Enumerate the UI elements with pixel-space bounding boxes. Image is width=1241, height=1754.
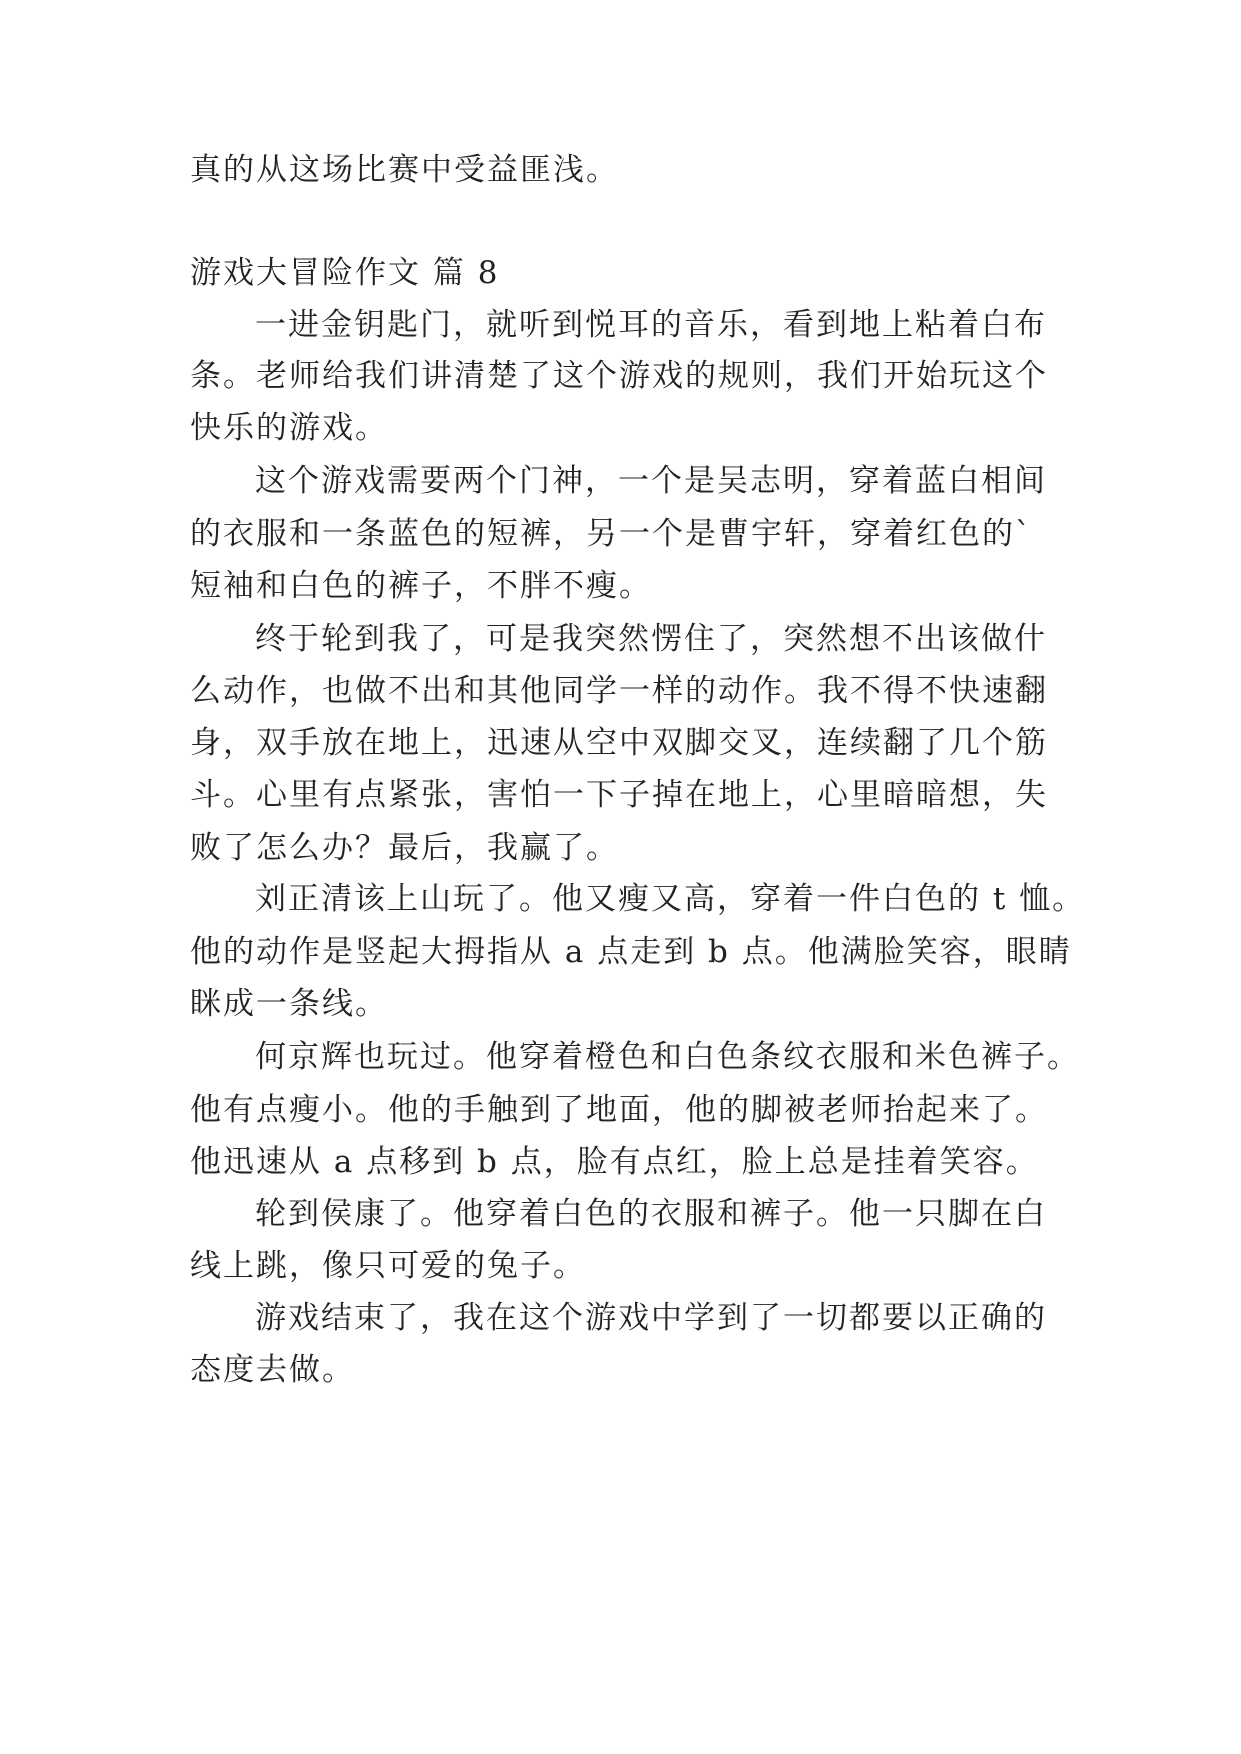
paragraph-line: 线上跳，像只可爱的兔子。	[190, 1248, 586, 1284]
paragraph-line: 游戏结束了，我在这个游戏中学到了一切都要以正确的	[255, 1300, 1047, 1336]
paragraph-line: 条。老师给我们讲清楚了这个游戏的规则，我们开始玩这个	[190, 358, 1048, 394]
paragraph-line: 的衣服和一条蓝色的短裤，另一个是曹宇轩，穿着红色的`	[190, 516, 1033, 552]
paragraph-line: 快乐的游戏。	[190, 410, 388, 446]
paragraph-line: 败了怎么办？最后，我赢了。	[190, 830, 619, 866]
continuation-line: 真的从这场比赛中受益匪浅。	[190, 152, 619, 188]
paragraph-line: 斗。心里有点紧张，害怕一下子掉在地上，心里暗暗想，失	[190, 777, 1048, 813]
section-title: 游戏大冒险作文 篇 8	[190, 255, 500, 291]
paragraph-line: 何京辉也玩过。他穿着橙色和白色条纹衣服和米色裤子。	[255, 1039, 1080, 1075]
paragraph-line: 他迅速从 a 点移到 b 点，脸有点红，脸上总是挂着笑容。	[190, 1144, 1039, 1180]
paragraph-line: 短袖和白色的裤子，不胖不瘦。	[190, 568, 652, 604]
paragraph-line: 终于轮到我了，可是我突然愣住了，突然想不出该做什	[255, 621, 1047, 657]
paragraph-line: 他的动作是竖起大拇指从 a 点走到 b 点。他满脸笑容，眼睛	[190, 934, 1072, 970]
paragraph-line: 身，双手放在地上，迅速从空中双脚交叉，连续翻了几个筋	[190, 725, 1048, 761]
paragraph-line: 一进金钥匙门，就听到悦耳的音乐，看到地上粘着白布	[255, 307, 1047, 343]
paragraph-line: 态度去做。	[190, 1352, 355, 1388]
paragraph-line: 么动作，也做不出和其他同学一样的动作。我不得不快速翻	[190, 673, 1048, 709]
paragraph-line: 刘正清该上山玩了。他又瘦又高，穿着一件白色的 t 恤。	[255, 881, 1086, 917]
paragraph-line: 他有点瘦小。他的手触到了地面，他的脚被老师抬起来了。	[190, 1092, 1048, 1128]
paragraph-line: 眯成一条线。	[190, 986, 388, 1022]
paragraph-line: 轮到侯康了。他穿着白色的衣服和裤子。他一只脚在白	[255, 1196, 1047, 1232]
paragraph-line: 这个游戏需要两个门神，一个是吴志明，穿着蓝白相间	[255, 463, 1047, 499]
